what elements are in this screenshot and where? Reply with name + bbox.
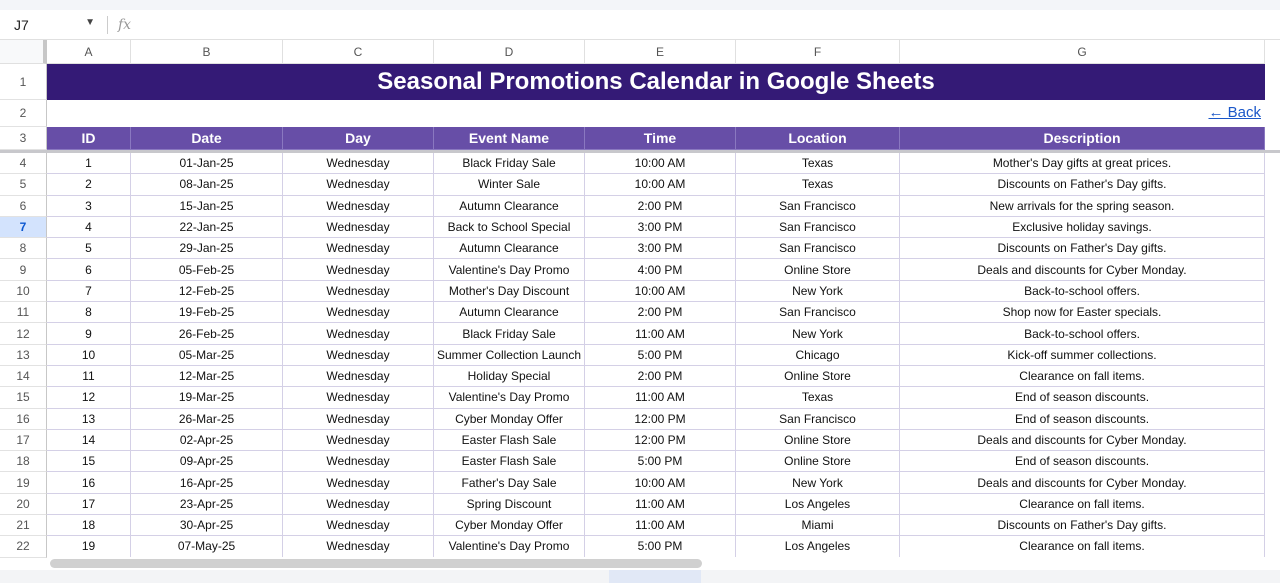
table-row — [0, 238, 1280, 259]
table-header-row — [0, 127, 1280, 150]
top-strip — [0, 0, 1280, 10]
column-header-A[interactable]: A — [47, 40, 131, 64]
spreadsheet-grid[interactable] — [0, 40, 1280, 558]
column-header-F[interactable]: F — [736, 40, 900, 64]
table-row — [0, 323, 1280, 344]
table-cell[interactable]: Autumn Clearance — [434, 302, 585, 323]
select-all-corner[interactable] — [0, 40, 47, 64]
table-cell[interactable]: End of season discounts. — [900, 409, 1265, 430]
row-header[interactable]: 11 — [0, 302, 47, 323]
table-cell[interactable]: 1 — [47, 153, 131, 174]
table-cell[interactable]: San Francisco — [736, 302, 900, 323]
row-header[interactable]: 8 — [0, 238, 47, 259]
table-cell[interactable]: Deals and discounts for Cyber Monday. — [900, 430, 1265, 451]
table-cell[interactable]: Mother's Day Discount — [434, 281, 585, 302]
table-cell[interactable]: 26-Feb-25 — [131, 323, 283, 344]
table-cell[interactable]: 11:00 AM — [585, 323, 736, 344]
table-cell[interactable]: 10:00 AM — [585, 472, 736, 493]
table-cell[interactable]: End of season discounts. — [900, 387, 1265, 408]
row-header[interactable]: 10 — [0, 281, 47, 302]
table-cell[interactable]: Spring Discount — [434, 494, 585, 515]
sheet-tabs-bar — [0, 570, 1280, 583]
table-cell[interactable]: 16-Apr-25 — [131, 472, 283, 493]
table-cell[interactable]: 2:00 PM — [585, 302, 736, 323]
table-cell[interactable]: Wednesday — [283, 345, 434, 366]
table-cell[interactable]: 8 — [47, 302, 131, 323]
active-sheet-tab[interactable] — [609, 570, 701, 583]
table-cell[interactable]: 5:00 PM — [585, 536, 736, 557]
table-row — [0, 515, 1280, 536]
table-cell[interactable]: 11:00 AM — [585, 515, 736, 536]
table-cell[interactable]: Mother's Day gifts at great prices. — [900, 153, 1265, 174]
table-cell[interactable]: Black Friday Sale — [434, 153, 585, 174]
table-cell[interactable]: 15-Jan-25 — [131, 196, 283, 217]
table-cell[interactable]: Deals and discounts for Cyber Monday. — [900, 259, 1265, 280]
table-cell[interactable]: San Francisco — [736, 238, 900, 259]
table-cell[interactable]: Miami — [736, 515, 900, 536]
table-cell[interactable]: 10:00 AM — [585, 174, 736, 195]
table-cell[interactable]: Wednesday — [283, 174, 434, 195]
table-cell[interactable]: Wednesday — [283, 430, 434, 451]
table-cell[interactable]: 9 — [47, 323, 131, 344]
row-1 — [0, 64, 1280, 100]
row-header[interactable]: 15 — [0, 387, 47, 408]
formula-bar — [0, 10, 1280, 40]
row-2 — [0, 100, 1280, 127]
row-header[interactable]: 21 — [0, 515, 47, 536]
table-cell[interactable]: 12:00 PM — [585, 409, 736, 430]
table-row — [0, 281, 1280, 302]
table-header-cell: Day — [283, 127, 434, 150]
table-cell[interactable]: 10:00 AM — [585, 153, 736, 174]
table-cell[interactable]: Wednesday — [283, 281, 434, 302]
table-cell[interactable]: Wednesday — [283, 494, 434, 515]
table-row — [0, 366, 1280, 387]
dropdown-caret-icon[interactable]: ▼ — [85, 16, 95, 28]
table-cell[interactable]: Wednesday — [283, 302, 434, 323]
name-box[interactable] — [0, 17, 105, 33]
table-header-cell: Event Name — [434, 127, 585, 150]
table-cell[interactable]: Wednesday — [283, 451, 434, 472]
table-cell[interactable]: Chicago — [736, 345, 900, 366]
row-header[interactable]: 12 — [0, 323, 47, 344]
table-cell[interactable]: 12-Mar-25 — [131, 366, 283, 387]
table-cell[interactable]: Online Store — [736, 430, 900, 451]
table-cell[interactable]: Wednesday — [283, 217, 434, 238]
table-row — [0, 259, 1280, 280]
row-header[interactable]: 2 — [0, 100, 47, 127]
table-cell[interactable]: 09-Apr-25 — [131, 451, 283, 472]
row-header[interactable]: 6 — [0, 196, 47, 217]
table-cell[interactable]: Autumn Clearance — [434, 238, 585, 259]
table-cell[interactable]: 10:00 AM — [585, 281, 736, 302]
table-cell[interactable]: 4 — [47, 217, 131, 238]
table-cell[interactable]: 11 — [47, 366, 131, 387]
table-cell[interactable]: Wednesday — [283, 515, 434, 536]
row-header[interactable]: 20 — [0, 494, 47, 515]
table-cell[interactable]: 08-Jan-25 — [131, 174, 283, 195]
table-cell[interactable]: 10 — [47, 345, 131, 366]
row-header[interactable]: 14 — [0, 366, 47, 387]
table-cell[interactable]: Wednesday — [283, 409, 434, 430]
table-cell[interactable]: San Francisco — [736, 409, 900, 430]
page-title: Seasonal Promotions Calendar in Google Sheets — [47, 64, 1265, 100]
table-cell[interactable]: Los Angeles — [736, 494, 900, 515]
horizontal-scrollbar[interactable] — [47, 557, 1280, 570]
table-row — [0, 153, 1280, 174]
table-cell[interactable]: 3 — [47, 196, 131, 217]
table-cell[interactable]: Texas — [736, 153, 900, 174]
table-cell[interactable]: Black Friday Sale — [434, 323, 585, 344]
column-header-D[interactable]: D — [434, 40, 585, 64]
table-cell[interactable]: 12 — [47, 387, 131, 408]
row-header[interactable]: 22 — [0, 536, 47, 557]
row-header[interactable]: 19 — [0, 472, 47, 493]
row-header[interactable]: 3 — [0, 127, 47, 150]
table-cell[interactable]: Easter Flash Sale — [434, 451, 585, 472]
table-cell[interactable]: Father's Day Sale — [434, 472, 585, 493]
table-cell[interactable]: New arrivals for the spring season. — [900, 196, 1265, 217]
table-row — [0, 345, 1280, 366]
table-cell[interactable]: Back to School Special — [434, 217, 585, 238]
table-cell[interactable]: Wednesday — [283, 387, 434, 408]
table-header-cell: Date — [131, 127, 283, 150]
table-row — [0, 494, 1280, 515]
table-cell[interactable]: Wednesday — [283, 472, 434, 493]
table-cell[interactable]: New York — [736, 323, 900, 344]
table-row — [0, 409, 1280, 430]
table-cell[interactable]: 15 — [47, 451, 131, 472]
table-cell[interactable]: 26-Mar-25 — [131, 409, 283, 430]
table-cell[interactable]: Cyber Monday Offer — [434, 515, 585, 536]
column-header-G[interactable]: G — [900, 40, 1265, 64]
table-cell[interactable]: 16 — [47, 472, 131, 493]
table-cell[interactable]: Back-to-school offers. — [900, 281, 1265, 302]
back-link[interactable]: ← Back — [1208, 104, 1261, 121]
table-row — [0, 217, 1280, 238]
table-cell[interactable]: 2:00 PM — [585, 196, 736, 217]
name-box-value: J7 — [14, 16, 29, 33]
table-cell[interactable]: Discounts on Father's Day gifts. — [900, 238, 1265, 259]
table-cell[interactable]: 30-Apr-25 — [131, 515, 283, 536]
table-cell[interactable]: Exclusive holiday savings. — [900, 217, 1265, 238]
table-cell[interactable]: End of season discounts. — [900, 451, 1265, 472]
table-cell[interactable]: Valentine's Day Promo — [434, 259, 585, 280]
table-cell[interactable]: 11:00 AM — [585, 387, 736, 408]
table-cell[interactable]: New York — [736, 281, 900, 302]
table-cell[interactable]: 17 — [47, 494, 131, 515]
table-cell[interactable]: Back-to-school offers. — [900, 323, 1265, 344]
table-cell[interactable]: 07-May-25 — [131, 536, 283, 557]
table-row — [0, 451, 1280, 472]
table-cell[interactable]: Wednesday — [283, 238, 434, 259]
table-row — [0, 472, 1280, 493]
table-cell[interactable]: Valentine's Day Promo — [434, 387, 585, 408]
column-header-row — [0, 40, 1280, 64]
table-cell[interactable]: Online Store — [736, 366, 900, 387]
table-cell[interactable]: Discounts on Father's Day gifts. — [900, 174, 1265, 195]
row-header[interactable]: 13 — [0, 345, 47, 366]
table-cell[interactable]: 23-Apr-25 — [131, 494, 283, 515]
table-cell[interactable]: Shop now for Easter specials. — [900, 302, 1265, 323]
table-cell[interactable]: Texas — [736, 174, 900, 195]
table-cell[interactable]: Wednesday — [283, 153, 434, 174]
table-cell[interactable]: Wednesday — [283, 366, 434, 387]
table-cell[interactable]: Texas — [736, 387, 900, 408]
row-header[interactable]: 9 — [0, 259, 47, 280]
table-row — [0, 174, 1280, 195]
table-cell[interactable]: 19-Mar-25 — [131, 387, 283, 408]
table-cell[interactable]: Wednesday — [283, 196, 434, 217]
table-cell[interactable]: 7 — [47, 281, 131, 302]
table-header-cell: Location — [736, 127, 900, 150]
table-cell[interactable]: Clearance on fall items. — [900, 536, 1265, 557]
table-cell[interactable]: 12:00 PM — [585, 430, 736, 451]
table-cell[interactable]: Discounts on Father's Day gifts. — [900, 515, 1265, 536]
row-header[interactable]: 17 — [0, 430, 47, 451]
table-cell[interactable]: Clearance on fall items. — [900, 494, 1265, 515]
row-header[interactable]: 16 — [0, 409, 47, 430]
table-cell[interactable]: Valentine's Day Promo — [434, 536, 585, 557]
table-cell[interactable]: Deals and discounts for Cyber Monday. — [900, 472, 1265, 493]
row-header[interactable]: 18 — [0, 451, 47, 472]
table-cell[interactable]: New York — [736, 472, 900, 493]
table-cell[interactable]: Clearance on fall items. — [900, 366, 1265, 387]
table-cell[interactable]: Winter Sale — [434, 174, 585, 195]
table-row — [0, 302, 1280, 323]
row-header[interactable]: 1 — [0, 64, 47, 100]
table-cell[interactable]: Wednesday — [283, 536, 434, 557]
table-row — [0, 387, 1280, 408]
table-row — [0, 196, 1280, 217]
table-header-cell: ID — [47, 127, 131, 150]
column-header-B[interactable]: B — [131, 40, 283, 64]
column-header-C[interactable]: C — [283, 40, 434, 64]
table-cell[interactable]: 5:00 PM — [585, 451, 736, 472]
table-cell[interactable]: Cyber Monday Offer — [434, 409, 585, 430]
table-cell[interactable]: Kick-off summer collections. — [900, 345, 1265, 366]
column-header-E[interactable]: E — [585, 40, 736, 64]
table-cell[interactable]: 5:00 PM — [585, 345, 736, 366]
table-cell[interactable]: 19-Feb-25 — [131, 302, 283, 323]
table-cell[interactable]: 29-Jan-25 — [131, 238, 283, 259]
table-header-cell: Description — [900, 127, 1265, 150]
table-cell[interactable]: Summer Collection Launch — [434, 345, 585, 366]
table-body — [0, 153, 1280, 558]
table-cell[interactable]: Wednesday — [283, 323, 434, 344]
table-cell[interactable]: 14 — [47, 430, 131, 451]
table-cell[interactable]: 19 — [47, 536, 131, 557]
row-header[interactable]: 5 — [0, 174, 47, 195]
table-cell[interactable]: 2 — [47, 174, 131, 195]
fx-icon: fx — [118, 16, 132, 33]
table-cell[interactable]: Holiday Special — [434, 366, 585, 387]
divider — [107, 16, 108, 34]
table-cell[interactable]: 3:00 PM — [585, 217, 736, 238]
table-cell[interactable]: San Francisco — [736, 217, 900, 238]
table-cell[interactable]: Online Store — [736, 451, 900, 472]
table-cell[interactable]: 02-Apr-25 — [131, 430, 283, 451]
table-cell[interactable]: 22-Jan-25 — [131, 217, 283, 238]
table-cell[interactable]: Los Angeles — [736, 536, 900, 557]
table-cell[interactable]: 18 — [47, 515, 131, 536]
table-cell[interactable]: 3:00 PM — [585, 238, 736, 259]
table-row — [0, 536, 1280, 557]
table-cell[interactable]: 13 — [47, 409, 131, 430]
table-cell[interactable]: Easter Flash Sale — [434, 430, 585, 451]
table-cell[interactable]: 6 — [47, 259, 131, 280]
row-header[interactable]: 4 — [0, 153, 47, 174]
table-header-cell: Time — [585, 127, 736, 150]
row-header[interactable]: 7 — [0, 217, 47, 238]
table-cell[interactable]: Autumn Clearance — [434, 196, 585, 217]
table-cell[interactable]: 12-Feb-25 — [131, 281, 283, 302]
table-cell[interactable]: 5 — [47, 238, 131, 259]
table-cell[interactable]: 01-Jan-25 — [131, 153, 283, 174]
scrollbar-thumb[interactable] — [50, 559, 702, 568]
table-cell[interactable]: Wednesday — [283, 259, 434, 280]
table-cell[interactable]: 4:00 PM — [585, 259, 736, 280]
table-cell[interactable]: 05-Mar-25 — [131, 345, 283, 366]
table-cell[interactable]: San Francisco — [736, 196, 900, 217]
table-row — [0, 430, 1280, 451]
table-cell[interactable]: 05-Feb-25 — [131, 259, 283, 280]
table-cell[interactable]: Online Store — [736, 259, 900, 280]
table-cell[interactable]: 2:00 PM — [585, 366, 736, 387]
table-cell[interactable]: 11:00 AM — [585, 494, 736, 515]
